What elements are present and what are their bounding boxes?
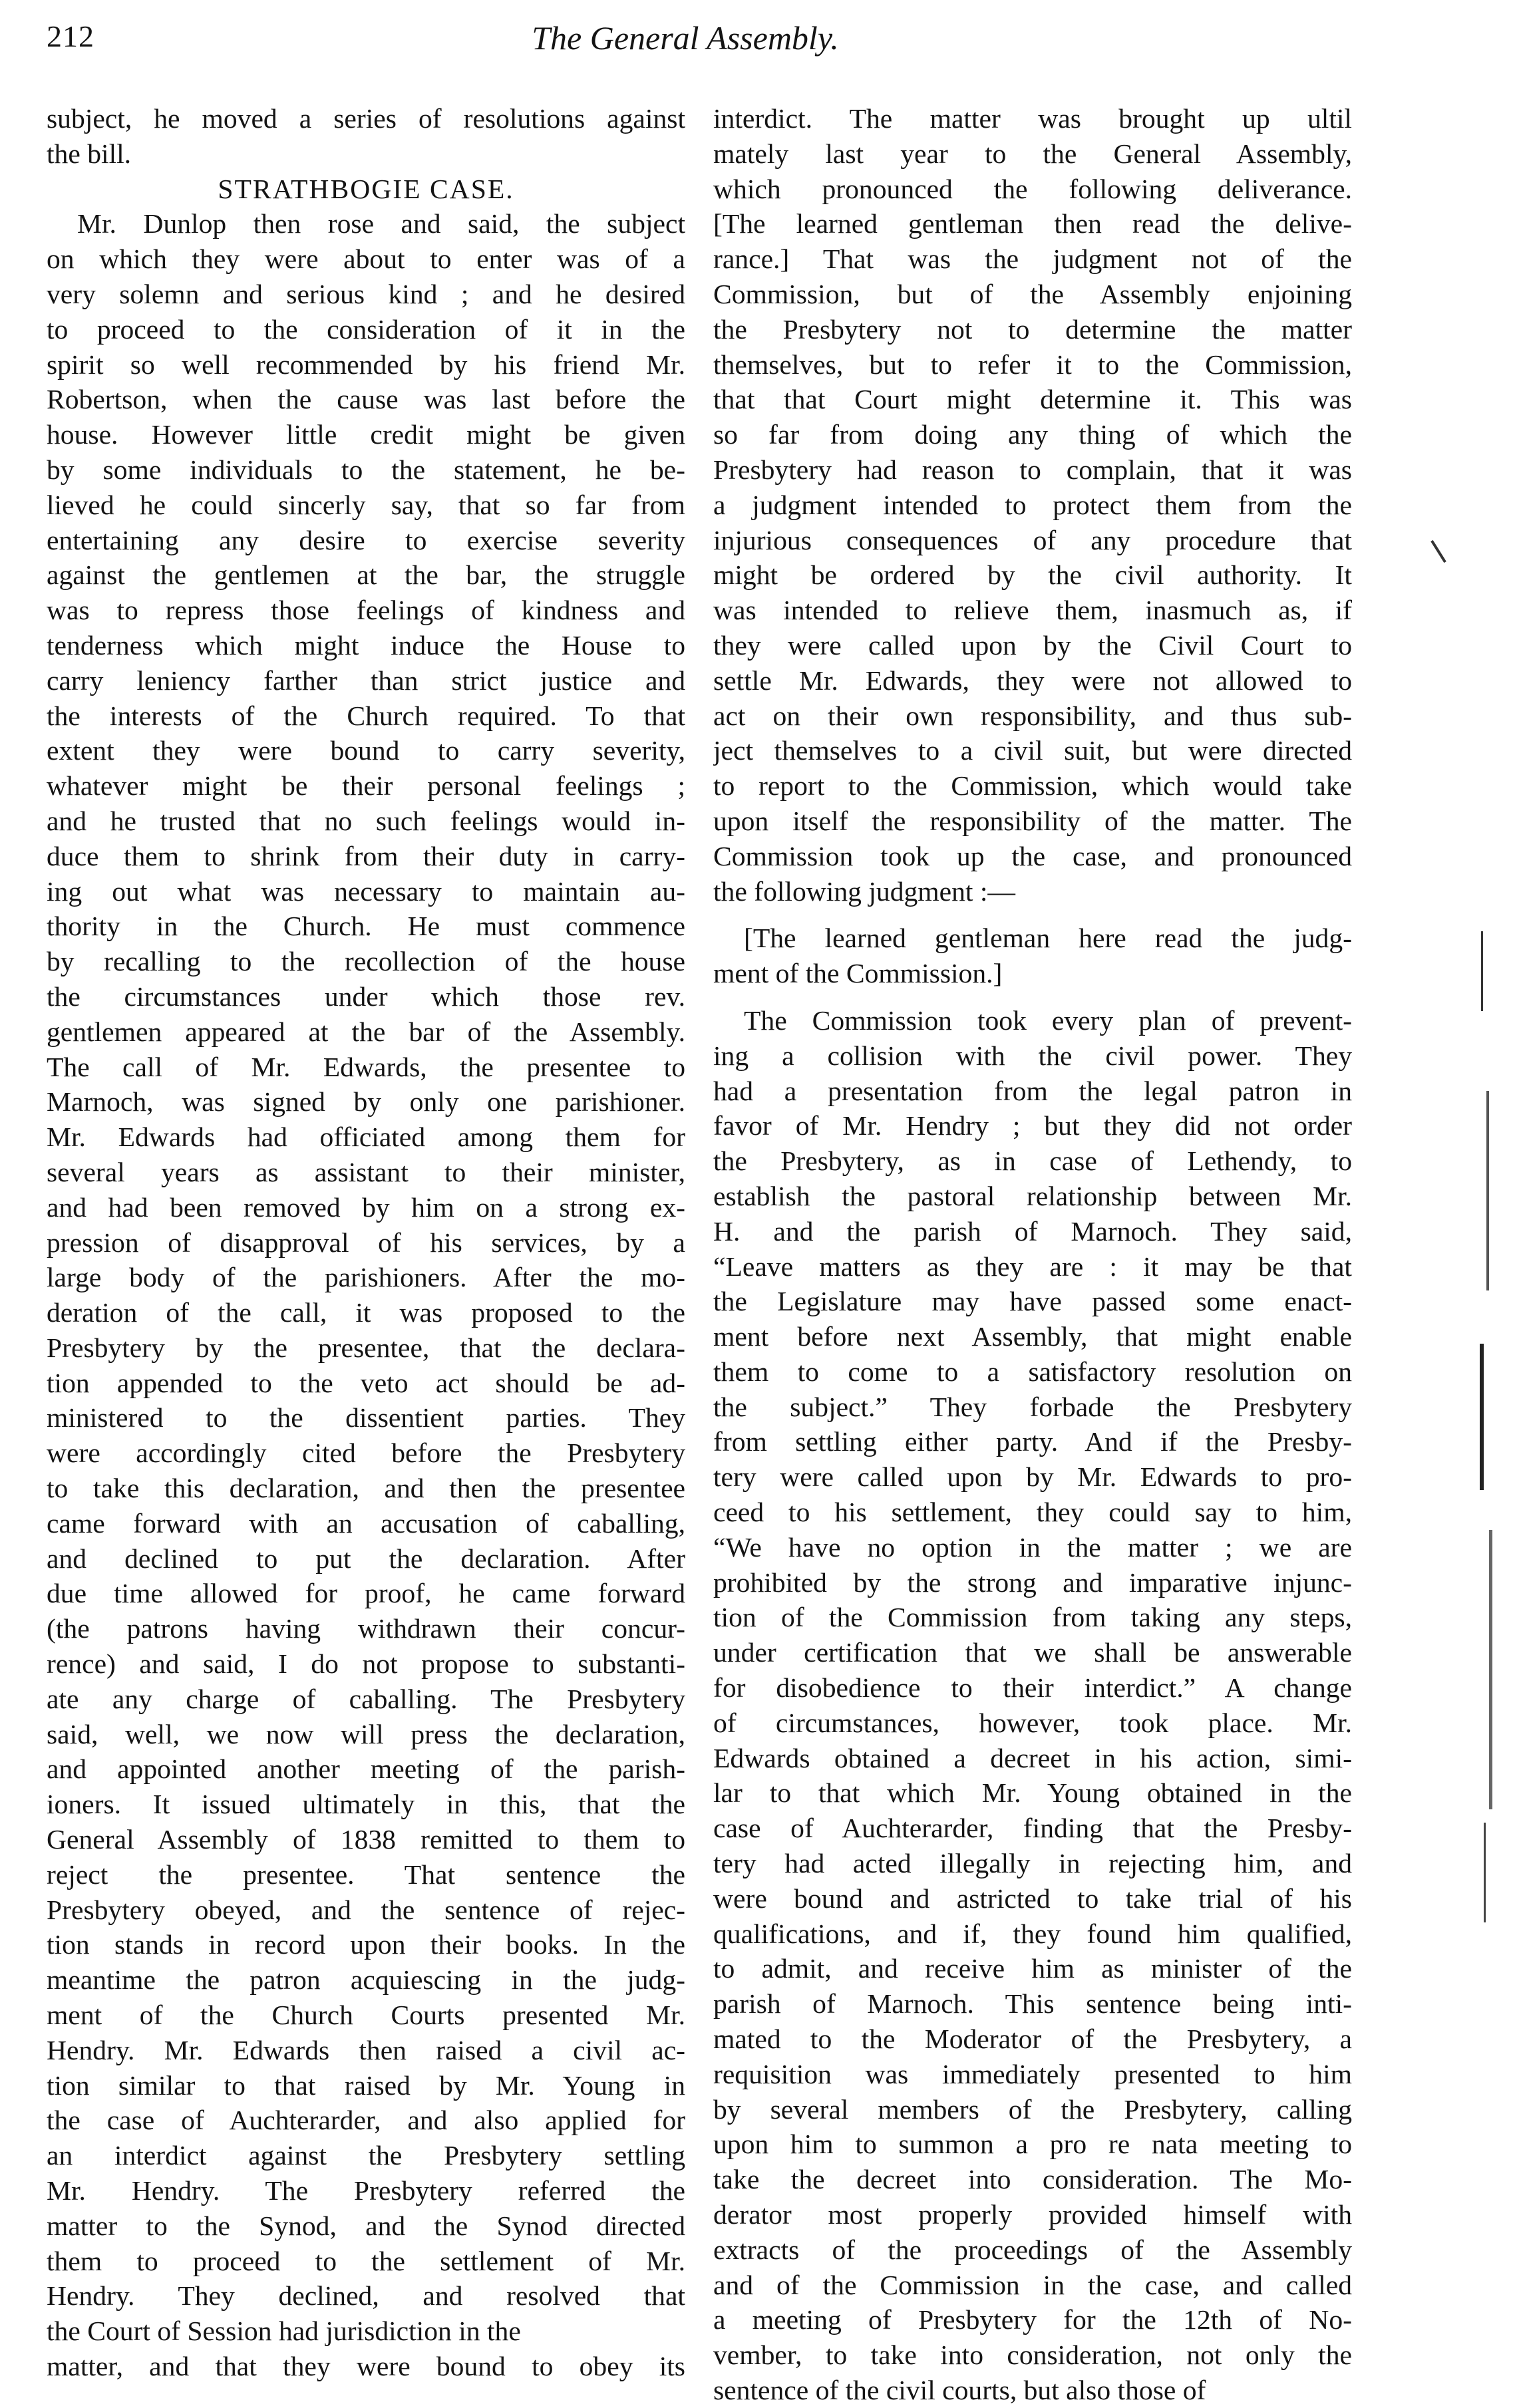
text-line: Presbytery by the presentee, that the declara- [47,1332,685,1363]
text-line: matter to the Synod, and the Synod directed [47,2210,685,2241]
text-line: very solemn and serious kind ; and he desired [47,278,685,309]
text-line: parish of Marnoch. This sentence being inti- [713,1988,1352,2020]
text-line: by recalling to the recollection of the house [47,946,685,977]
text-line: pression of disapproval of his services, by a [47,1227,685,1258]
text-line: The call of Mr. Edwards, the presentee to [47,1051,685,1082]
text-line: on which they were about to enter was of a [47,243,685,275]
text-line: which pronounced the following deliverance. [713,173,1352,204]
text-line: “We have no option in the matter ; we are [713,1531,1352,1563]
text-line: and declined to put the declaration. After [47,1543,685,1574]
text-line: were bound and astricted to take trial of his [713,1882,1352,1914]
text-line: reject the presentee. That sentence the [47,1859,685,1890]
text-line: tery had acted illegally in rejecting him, and [713,1848,1352,1879]
text-line: rance.] That was the judgment not of the [713,243,1352,275]
text-line: from settling either party. And if the Presby- [713,1426,1352,1457]
left-column [47,101,685,2384]
section-heading: STRATHBOGIE CASE. [218,173,514,204]
text-line: Hendry. They declined, and resolved that [47,2280,685,2312]
text-line: the subject.” They forbade the Presbytery [713,1391,1352,1422]
text-line: rence) and said, I do not propose to substanti- [47,1648,685,1680]
text-line: carry leniency farther than strict justice and [47,665,685,696]
text-line: the case of Auchterarder, and also applied for [47,2105,685,2136]
running-title: The General Assembly. [532,19,839,57]
text-line: tion stands in record upon their books. In the [47,1929,685,1960]
text-line: under certification that we shall be answerable [713,1637,1352,1668]
text-line: and had been removed by him on a strong ex- [47,1191,685,1223]
text-line: Presbytery obeyed, and the sentence of rejec- [47,1894,685,1925]
text-line: to report to the Commission, which would take [713,770,1352,802]
text-line: tenderness which might induce the House to [47,629,685,661]
paragraph-gap [713,991,1352,1003]
text-line: themselves, but to refer it to the Commission, [713,349,1352,380]
text-line: act on their own responsibility, and thus sub- [713,700,1352,731]
text-line: the Legislature may have passed some enact- [713,1286,1352,1317]
text-line: to take this declaration, and then the presentee [47,1473,685,1504]
text-line: lar to that which Mr. Young obtained in the [713,1777,1352,1809]
text-line: of circumstances, however, took place. Mr. [713,1707,1352,1738]
text-line: the circumstances under which those rev. [47,980,685,1012]
text-line: ment before next Assembly, that might enable [713,1321,1352,1352]
text-line: ing out what was necessary to maintain au- [47,875,685,907]
text-line: tion of the Commission from taking any steps, [713,1602,1352,1633]
text-line: Robertson, when the cause was last before the [47,384,685,415]
text-line: extracts of the proceedings of the Assembly [713,2234,1352,2265]
text-line: they were called upon by the Civil Court to [713,629,1352,661]
text-line: Mr. Dunlop then rose and said, the subject [77,208,685,239]
text-line: several years as assistant to their minister, [47,1156,685,1187]
text-line: ceed to his settlement, they could say to him, [713,1497,1352,1528]
text-line: [The learned gentleman then read the delive- [713,208,1352,239]
text-line: (the patrons having withdrawn their concur- [47,1613,685,1644]
margin-pencil-mark [1431,540,1446,563]
text-line: a judgment intended to protect them from the [713,489,1352,520]
text-line: Mr. Edwards had officiated among them for [47,1122,685,1153]
text-line: spirit so well recommended by his friend Mr. [47,349,685,380]
page-number: 212 [47,19,94,53]
text-line: had a presentation from the legal patron in [713,1075,1352,1106]
text-line: matter, and that they were bound to obey its [47,2351,685,2381]
text-line: so far from doing any thing of which the [713,419,1352,450]
page-header [47,19,1324,78]
text-line: Mr. Hendry. The Presbytery referred the [47,2175,685,2206]
text-line: by some individuals to the statement, he be- [47,454,685,485]
text-line: establish the pastoral relationship between Mr. [713,1180,1352,1211]
text-line: Marnoch, was signed by only one parishioner. [47,1086,685,1118]
text-line: entertaining any desire to exercise severity [47,524,685,555]
text-line: “Leave matters as they are : it may be that [713,1251,1352,1282]
text-line: ment of the Commission.] [713,958,1003,989]
text-line: requisition was immediately presented to him [713,2058,1352,2089]
text-line: [The learned gentleman here read the judg- [744,923,1352,954]
text-line: lieved he could sincerly say, that so far from [47,489,685,520]
text-line: ministered to the dissentient parties. They [47,1402,685,1433]
text-line: subject, he moved a series of resolutions against [47,103,685,134]
text-line: gentlemen appeared at the bar of the Assembly. [47,1016,685,1047]
text-line: by several members of the Presbytery, calling [713,2093,1352,2125]
text-line: sentence of the civil courts, but also those of [713,2375,1206,2405]
text-line: the Court of Session had jurisdiction in the [47,2316,521,2347]
paragraph-gap [713,909,1352,921]
text-line: came forward with an accusation of caballing, [47,1507,685,1539]
text-line: favor of Mr. Hendry ; but they did not order [713,1110,1352,1141]
text-line: and appointed another meeting of the parish- [47,1753,685,1785]
text-line: Presbytery had reason to complain, that it was [713,454,1352,485]
text-line: derator most properly provided himself with [713,2199,1352,2230]
text-line: a meeting of Presbytery for the 12th of No- [713,2304,1352,2335]
text-line: to proceed to the consideration of it in the [47,313,685,345]
text-line: injurious consequences of any procedure that [713,524,1352,555]
text-line: ing a collision with the civil power. They [713,1040,1352,1071]
text-line: was to repress those feelings of kindness and [47,595,685,626]
text-line: take the decreet into consideration. The Mo- [713,2164,1352,2195]
text-line: Commission took up the case, and pronounced [713,840,1352,871]
text-line: The Commission took every plan of prevent- [744,1004,1352,1036]
text-line: ment of the Church Courts presented Mr. [47,2000,685,2031]
binding-edge-specks [1477,931,1504,1929]
text-line: that that Court might determine it. This was [713,384,1352,415]
text-line: the bill. [47,138,132,169]
text-line: said, well, we now will press the declaration, [47,1718,685,1749]
text-line: mated to the Moderator of the Presbytery, a [713,2024,1352,2055]
text-line: extent they were bound to carry severity, [47,735,685,766]
text-line: them to proceed to the settlement of Mr. [47,2245,685,2276]
text-line: was intended to relieve them, inasmuch as, if [713,595,1352,626]
text-line: whatever might be their personal feelings ; [47,770,685,802]
text-line: tion appended to the veto act should be ad- [47,1367,685,1398]
text-line: H. and the parish of Marnoch. They said, [713,1215,1352,1247]
text-line: tery were called upon by Mr. Edwards to pro- [713,1461,1352,1493]
text-line: meantime the patron acquiescing in the judg- [47,1964,685,1996]
text-line: General Assembly of 1838 remitted to them to [47,1824,685,1855]
text-line: deration of the call, it was proposed to the [47,1297,685,1328]
text-line: interdict. The matter was brought up ultil [713,103,1352,134]
text-line: qualifications, and if, they found him qualified, [713,1918,1352,1949]
text-line: Commission, but of the Assembly enjoining [713,278,1352,309]
text-line: the following judgment :— [713,875,1016,907]
text-line: the Presbytery not to determine the matter [713,313,1352,345]
text-line: the Presbytery, as in case of Lethendy, to [713,1145,1352,1177]
text-line: might be ordered by the civil authority. It [713,559,1352,591]
text-line: prohibited by the strong and imparative injunc- [713,1567,1352,1598]
text-line: due time allowed for proof, he came forward [47,1578,685,1609]
text-line: to admit, and receive him as minister of the [713,1953,1352,1984]
right-column [713,101,1352,2408]
text-line: ject themselves to a civil suit, but were directed [713,735,1352,766]
text-line: case of Auchterarder, finding that the Presby- [713,1813,1352,1844]
text-line: vember, to take into consideration, not only the [713,2339,1352,2371]
text-line: large body of the parishioners. After the mo- [47,1262,685,1293]
text-line: upon him to summon a pro re nata meeting to [713,2129,1352,2160]
text-line: Hendry. Mr. Edwards then raised a civil ac- [47,2034,685,2065]
text-line: house. However little credit might be given [47,419,685,450]
text-line: against the gentlemen at the bar, the struggle [47,559,685,591]
text-line: and of the Commission in the case, and called [713,2269,1352,2300]
text-line: an interdict against the Presbytery settling [47,2140,685,2171]
text-line: ioners. It issued ultimately in this, that the [47,1789,685,1820]
text-line: and he trusted that no such feelings would in- [47,805,685,836]
text-line: Edwards obtained a decreet in his action, simi- [713,1742,1352,1773]
text-line: settle Mr. Edwards, they were not allowed to [713,665,1352,696]
text-line: thority in the Church. He must commence [47,911,685,942]
text-line: mately last year to the General Assembly, [713,138,1352,169]
text-line: the interests of the Church required. To that [47,700,685,731]
text-line: were accordingly cited before the Presbytery [47,1437,685,1469]
text-line: duce them to shrink from their duty in carry- [47,840,685,871]
text-line: ate any charge of caballing. The Presbytery [47,1683,685,1714]
text-line: for disobedience to their interdict.” A change [713,1672,1352,1704]
text-line: them to come to a satisfactory resolution on [713,1356,1352,1387]
text-line: upon itself the responsibility of the matter. The [713,805,1352,836]
text-line: tion similar to that raised by Mr. Young in [47,2069,685,2101]
